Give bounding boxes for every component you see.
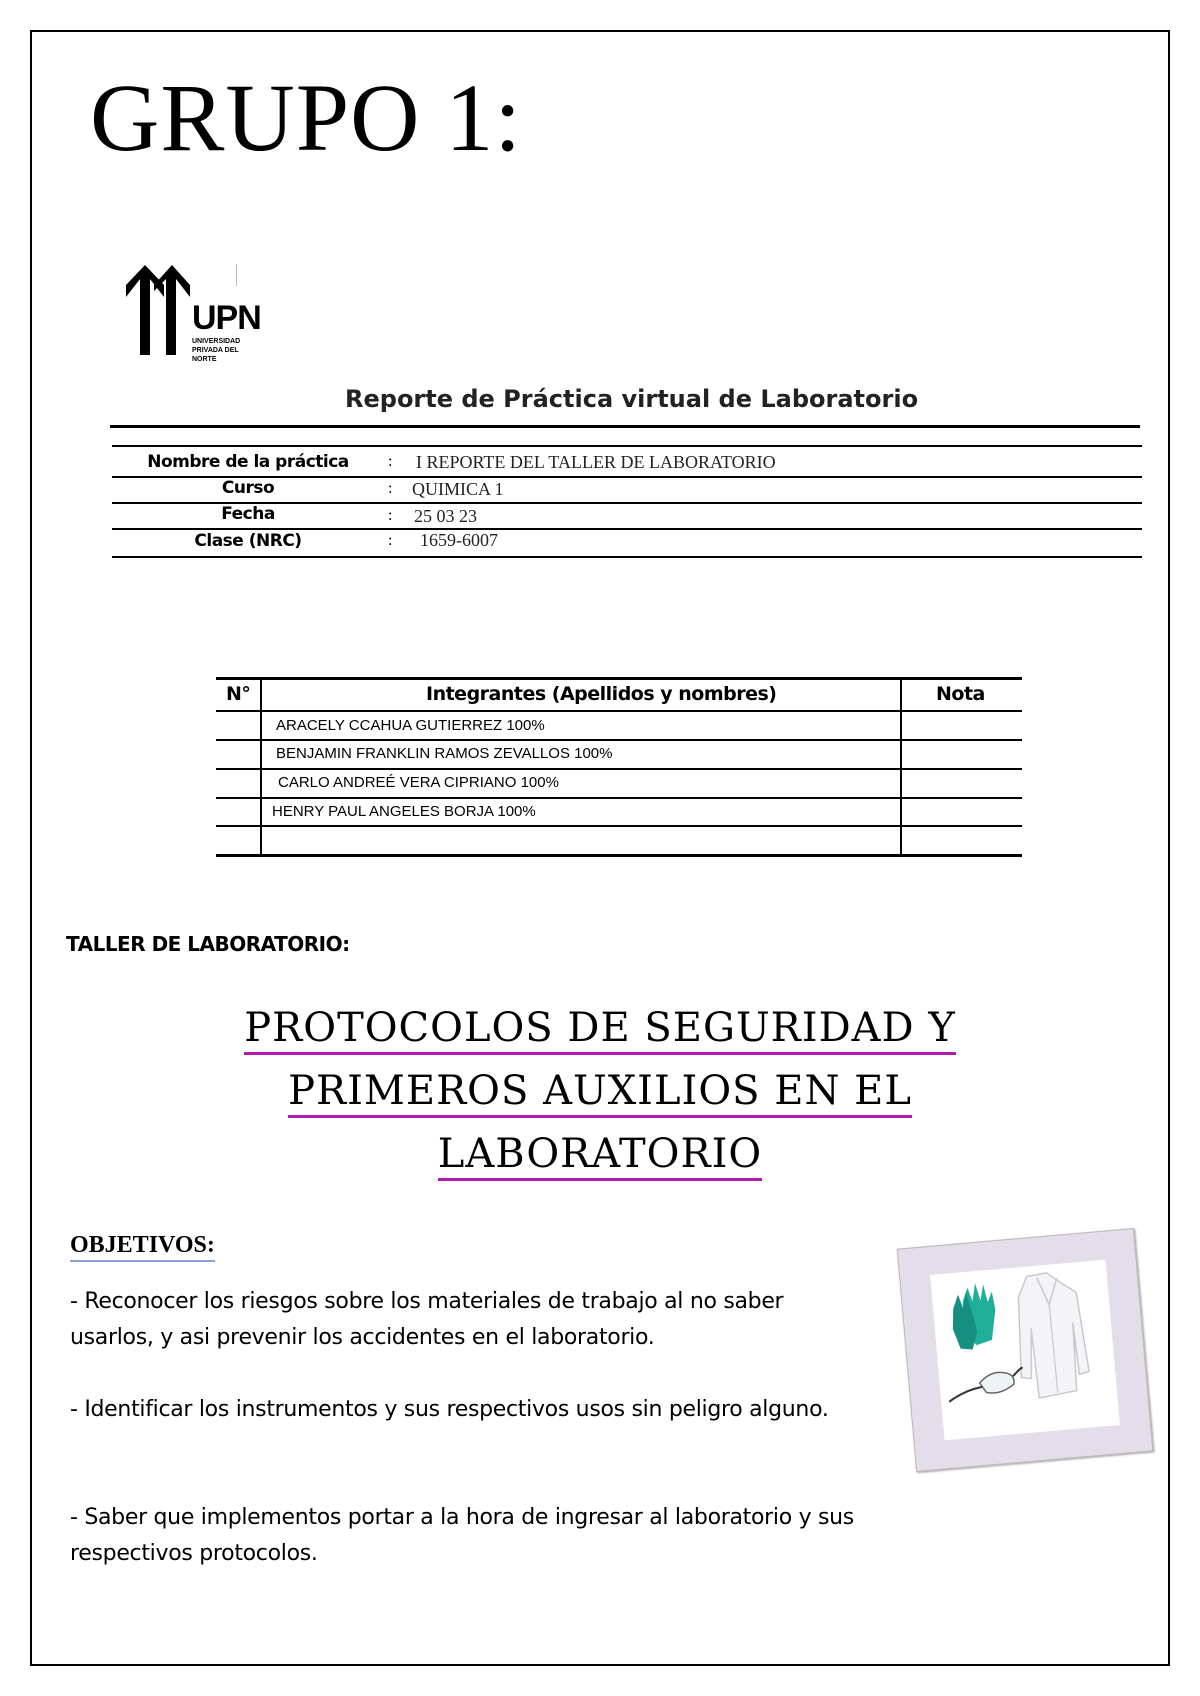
group-title: GRUPO 1: <box>90 64 523 171</box>
divider <box>112 445 1142 447</box>
divider <box>260 677 262 855</box>
column-header-members: Integrantes (Apellidos y nombres) <box>426 683 777 705</box>
table-row: ARACELY CCAHUA GUTIERREZ 100% <box>276 717 545 734</box>
field-value: QUIMICA 1 <box>412 479 504 499</box>
headline-line: PROTOCOLOS DE SEGURIDAD Y <box>244 1004 955 1055</box>
logo-subtitle: UNIVERSIDAD PRIVADA DEL NORTE <box>192 338 241 363</box>
field-label: Nombre de la práctica <box>147 452 349 472</box>
objective-item: - Reconocer los riesgos sobre los materiales de trabajo al no saber usarlos, y asi prevenir los accidentes en el laboratorio. <box>70 1289 784 1350</box>
workshop-label: TALLER DE LABORATORIO: <box>66 932 350 956</box>
field-value: I REPORTE DEL TALLER DE LABORATORIO <box>416 452 776 472</box>
lab-equipment-photo <box>897 1228 1154 1472</box>
workshop-headline <box>100 1000 1100 1189</box>
field-colon: : <box>388 453 393 470</box>
column-header-number: N° <box>226 683 251 705</box>
objective-item: - Saber que implementos portar a la hora de ingresar al laboratorio y sus respectivos protocolos. <box>70 1505 854 1566</box>
field-value: 25 03 23 <box>414 506 477 526</box>
lab-coat-icon <box>1012 1270 1091 1399</box>
field-colon: : <box>388 532 393 549</box>
field-label: Fecha <box>221 504 275 524</box>
safety-glasses-icon <box>947 1367 1025 1402</box>
field-label: Curso <box>221 478 275 498</box>
gloves-icon <box>949 1282 999 1352</box>
column-header-grade: Nota <box>936 683 985 705</box>
field-label: Clase (NRC) <box>194 531 302 551</box>
table-row: BENJAMIN FRANKLIN RAMOS ZEVALLOS 100% <box>276 745 613 762</box>
divider <box>110 425 1140 428</box>
table-row: CARLO ANDREÉ VERA CIPRIANO 100% <box>278 774 559 791</box>
headline-line: PRIMEROS AUXILIOS EN EL <box>288 1067 912 1118</box>
divider <box>900 677 902 855</box>
members-table <box>216 677 1024 857</box>
field-colon: : <box>388 480 393 497</box>
report-title: Reporte de Práctica virtual de Laboratorio <box>345 385 919 413</box>
objective-item: - Identificar los instrumentos y sus respectivos usos sin peligro alguno. <box>70 1397 829 1422</box>
divider <box>112 556 1142 558</box>
headline-line: LABORATORIO <box>438 1130 762 1181</box>
photo-content <box>930 1260 1120 1441</box>
objectives-title: OBJETIVOS: <box>70 1230 215 1262</box>
logo-text: UPN <box>192 299 261 337</box>
field-colon: : <box>388 507 393 524</box>
table-row: HENRY PAUL ANGELES BORJA 100% <box>272 803 536 820</box>
divider <box>112 528 1142 530</box>
field-value: 1659-6007 <box>420 530 498 550</box>
arrow-up-icon <box>120 265 192 375</box>
upn-logo <box>120 265 300 375</box>
